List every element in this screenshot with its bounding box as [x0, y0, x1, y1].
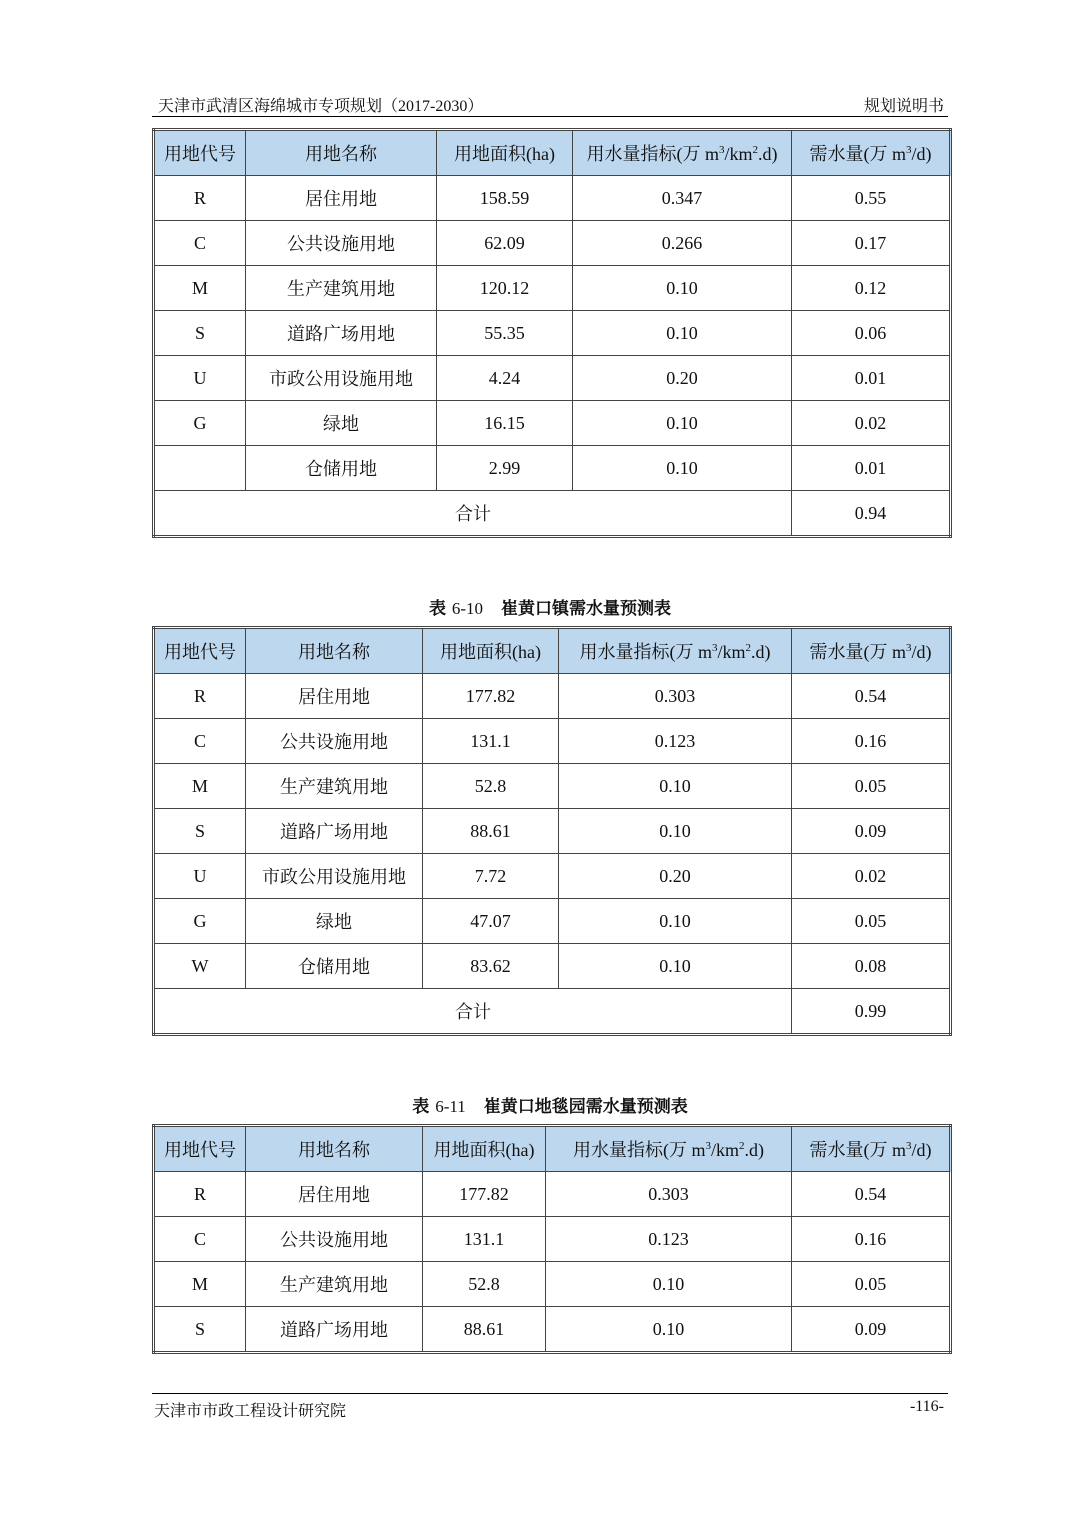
- cell-land-name: 生产建筑用地: [246, 266, 437, 311]
- document-title: 天津市武清区海绵城市专项规划（2017-2030）: [158, 98, 484, 115]
- cell-land-name: 市政公用设施用地: [246, 356, 437, 401]
- cuihuangkou-town-water-demand-table: [152, 626, 952, 1036]
- cell-water-index: 0.123: [559, 719, 792, 764]
- cell-land-area: 62.09: [437, 221, 573, 266]
- cell-land-area: 2.99: [437, 446, 573, 491]
- cell-water-index: 0.10: [546, 1262, 792, 1307]
- total-row: [154, 989, 951, 1035]
- col-name-header: 用地名称: [246, 628, 423, 674]
- table-row: [154, 1262, 951, 1307]
- page-number: -116-: [909, 1398, 944, 1415]
- cell-land-area: 16.15: [437, 401, 573, 446]
- cell-land-code: M: [154, 266, 246, 311]
- cell-land-code: U: [154, 356, 246, 401]
- cell-land-code: C: [154, 221, 246, 266]
- cell-land-area: 88.61: [423, 1307, 546, 1353]
- total-row: [154, 491, 951, 537]
- document-type: 规划说明书: [863, 98, 944, 115]
- col-index-header: 用水量指标(万 $m^3/km^2.d$): [559, 628, 792, 674]
- cell-land-area: 177.82: [423, 674, 559, 719]
- col-code-header: 用地代号: [154, 628, 246, 674]
- table-row: [154, 311, 951, 356]
- cell-water-demand: 0.09: [792, 809, 951, 854]
- cell-land-name: 居住用地: [246, 1172, 423, 1217]
- table-row: [154, 719, 951, 764]
- cell-water-demand: 0.02: [792, 401, 951, 446]
- cell-water-index: 0.10: [559, 809, 792, 854]
- col-area-header: 用地面积(ha): [437, 130, 573, 176]
- cell-water-demand: 0.09: [792, 1307, 951, 1353]
- table-row: [154, 401, 951, 446]
- cell-water-demand: 0.01: [792, 356, 951, 401]
- cell-land-name: 公共设施用地: [246, 719, 423, 764]
- cell-land-code: R: [154, 674, 246, 719]
- cell-water-demand: 0.17: [792, 221, 951, 266]
- col-index-header: 用水量指标(万 $m^3/km^2.d$): [573, 130, 792, 176]
- cell-water-index: 0.20: [573, 356, 792, 401]
- cell-water-index: 0.123: [546, 1217, 792, 1262]
- table-row: [154, 1172, 951, 1217]
- cell-water-demand: 0.06: [792, 311, 951, 356]
- table-row: [154, 854, 951, 899]
- table-header-row: [154, 130, 951, 176]
- col-code-header: 用地代号: [154, 130, 246, 176]
- cell-land-code: C: [154, 1217, 246, 1262]
- table-row: [154, 944, 951, 989]
- cell-land-code: G: [154, 401, 246, 446]
- col-demand-header: 需水量(万 $m^3/d$): [792, 1126, 951, 1172]
- cell-water-demand: 0.01: [792, 446, 951, 491]
- cell-water-index: 0.266: [573, 221, 792, 266]
- cell-water-index: 0.347: [573, 176, 792, 221]
- table-row: [154, 1217, 951, 1262]
- cell-land-area: 88.61: [423, 809, 559, 854]
- cell-land-area: 7.72: [423, 854, 559, 899]
- table-row: [154, 674, 951, 719]
- cell-land-name: 公共设施用地: [246, 221, 437, 266]
- cell-land-name: 道路广场用地: [246, 311, 437, 356]
- cell-land-code: W: [154, 944, 246, 989]
- cell-land-area: 83.62: [423, 944, 559, 989]
- col-area-header: 用地面积(ha): [423, 1126, 546, 1172]
- cell-land-area: 131.1: [423, 1217, 546, 1262]
- table-caption-6-10: 表 6-10 崔黄口镇需水量预测表: [428, 599, 672, 619]
- cell-land-code: G: [154, 899, 246, 944]
- table-header-row: [154, 628, 951, 674]
- table-header-row: [154, 1126, 951, 1172]
- page-footer: [152, 1393, 948, 1424]
- table-row: [154, 266, 951, 311]
- cell-water-index: 0.10: [546, 1307, 792, 1353]
- cell-water-demand: 0.05: [792, 899, 951, 944]
- col-demand-header: 需水量(万 $m^3/d$): [792, 130, 951, 176]
- cell-land-code: U: [154, 854, 246, 899]
- cell-water-demand: 0.12: [792, 266, 951, 311]
- total-value: 0.99: [792, 989, 951, 1035]
- cell-water-index: 0.10: [573, 311, 792, 356]
- cell-land-code: R: [154, 176, 246, 221]
- col-code-header: 用地代号: [154, 1126, 246, 1172]
- cell-water-demand: 0.05: [792, 1262, 951, 1307]
- water-demand-table-continued: [152, 128, 952, 538]
- page-header: [152, 90, 948, 117]
- cell-land-name: 居住用地: [246, 176, 437, 221]
- cell-land-area: 4.24: [437, 356, 573, 401]
- table-row: [154, 764, 951, 809]
- cell-land-name: 道路广场用地: [246, 1307, 423, 1353]
- cell-land-code: S: [154, 1307, 246, 1353]
- col-area-header: 用地面积(ha): [423, 628, 559, 674]
- col-name-header: 用地名称: [246, 130, 437, 176]
- cell-water-index: 0.10: [573, 266, 792, 311]
- cell-water-index: 0.303: [559, 674, 792, 719]
- cell-land-name: 绿地: [246, 401, 437, 446]
- cell-land-name: 仓储用地: [246, 944, 423, 989]
- table-row: [154, 356, 951, 401]
- cell-water-demand: 0.02: [792, 854, 951, 899]
- cell-water-demand: 0.54: [792, 1172, 951, 1217]
- cell-water-index: 0.303: [546, 1172, 792, 1217]
- cell-land-code: [154, 446, 246, 491]
- table-caption-6-11: 表 6-11 崔黄口地毯园需水量预测表: [412, 1097, 688, 1117]
- table-row: [154, 221, 951, 266]
- cell-land-area: 120.12: [437, 266, 573, 311]
- cell-water-index: 0.10: [573, 401, 792, 446]
- cell-land-name: 生产建筑用地: [246, 764, 423, 809]
- col-name-header: 用地名称: [246, 1126, 423, 1172]
- cell-land-area: 55.35: [437, 311, 573, 356]
- total-value: 0.94: [792, 491, 951, 537]
- cell-land-name: 居住用地: [246, 674, 423, 719]
- cell-land-name: 道路广场用地: [246, 809, 423, 854]
- cell-land-area: 52.8: [423, 764, 559, 809]
- cell-water-demand: 0.05: [792, 764, 951, 809]
- total-label: 合计: [154, 491, 792, 537]
- table-row: [154, 176, 951, 221]
- table-row: [154, 1307, 951, 1353]
- col-index-header: 用水量指标(万 $m^3/km^2.d$): [546, 1126, 792, 1172]
- cell-water-index: 0.10: [559, 764, 792, 809]
- cell-water-demand: 0.16: [792, 1217, 951, 1262]
- cell-land-name: 绿地: [246, 899, 423, 944]
- cell-land-code: S: [154, 311, 246, 356]
- cell-land-code: R: [154, 1172, 246, 1217]
- cell-land-area: 52.8: [423, 1262, 546, 1307]
- cell-land-code: C: [154, 719, 246, 764]
- cell-water-index: 0.10: [559, 899, 792, 944]
- cell-land-code: M: [154, 1262, 246, 1307]
- table-row: [154, 446, 951, 491]
- col-demand-header: 需水量(万 $m^3/d$): [792, 628, 951, 674]
- cell-land-name: 公共设施用地: [246, 1217, 423, 1262]
- carpet-park-water-demand-table: [152, 1124, 952, 1354]
- cell-land-code: S: [154, 809, 246, 854]
- cell-water-demand: 0.08: [792, 944, 951, 989]
- cell-land-name: 仓储用地: [246, 446, 437, 491]
- cell-land-code: M: [154, 764, 246, 809]
- cell-land-area: 131.1: [423, 719, 559, 764]
- cell-water-index: 0.20: [559, 854, 792, 899]
- cell-water-demand: 0.54: [792, 674, 951, 719]
- cell-land-area: 47.07: [423, 899, 559, 944]
- cell-land-area: 158.59: [437, 176, 573, 221]
- cell-water-demand: 0.16: [792, 719, 951, 764]
- total-label: 合计: [154, 989, 792, 1035]
- cell-land-name: 市政公用设施用地: [246, 854, 423, 899]
- cell-land-name: 生产建筑用地: [246, 1262, 423, 1307]
- cell-water-index: 0.10: [559, 944, 792, 989]
- cell-land-area: 177.82: [423, 1172, 546, 1217]
- table-row: [154, 809, 951, 854]
- organization-name: 天津市市政工程设计研究院: [154, 1403, 347, 1420]
- cell-water-demand: 0.55: [792, 176, 951, 221]
- cell-water-index: 0.10: [573, 446, 792, 491]
- table-row: [154, 899, 951, 944]
